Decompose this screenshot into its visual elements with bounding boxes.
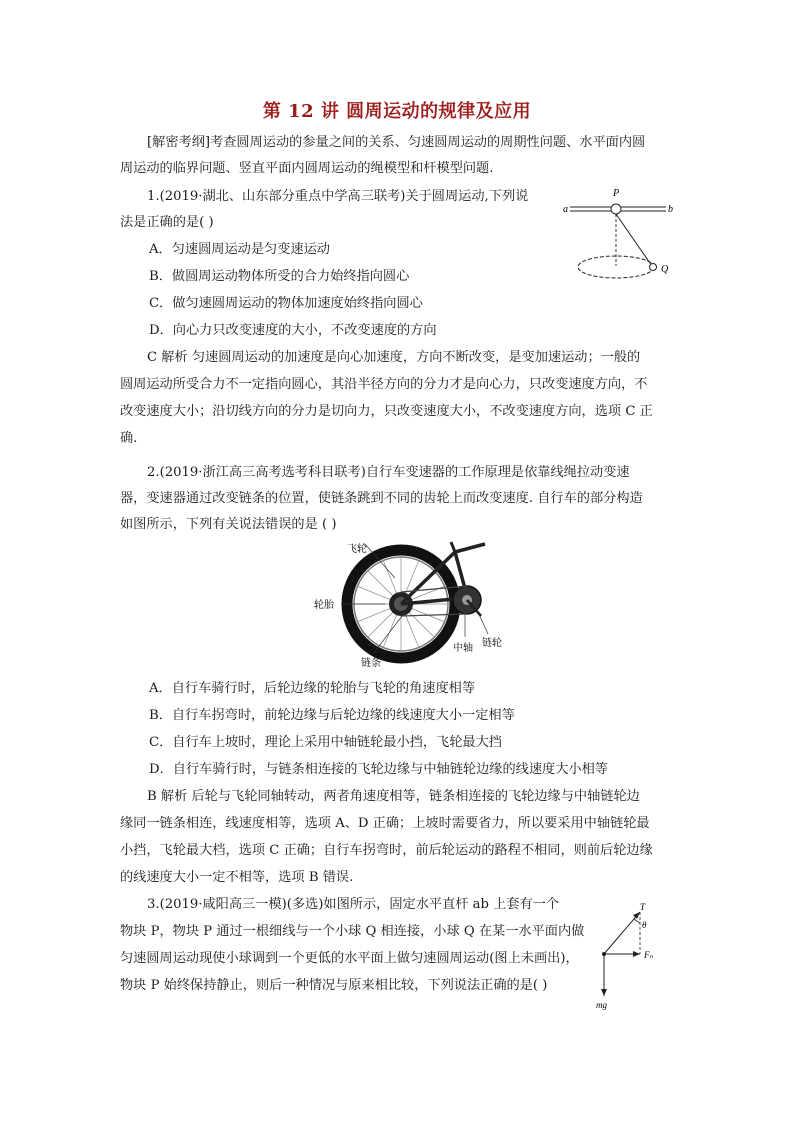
label-mg: mg xyxy=(596,1000,607,1010)
q3-stem-line-2: 物块 P，物块 P 通过一根细线与一个小球 Q 相连接，小球 Q 在某一水平面内做 xyxy=(120,924,585,939)
q1-option-b: B．做圆周运动物体所受的合力始终指向圆心 xyxy=(149,269,410,284)
q2-answer-line-3: 小挡，飞轮最大档，选项 C 正确；自行车拐弯时，前后轮运动的路程不相同，则前后轮边缘 xyxy=(120,843,653,858)
label-a: a xyxy=(563,204,568,215)
label-flywheel: 飞轮 xyxy=(347,544,367,555)
label-theta: θ xyxy=(642,920,647,930)
label-fn: Fₙ xyxy=(644,950,654,960)
q2-stem-line-1: 2.(2019·浙江高三高考选考科目联考)自行车变速器的工作原理是依靠线绳拉动变速 xyxy=(147,465,630,480)
label-tire: 轮胎 xyxy=(314,600,334,611)
q1-stem-line-1: 1.(2019·湖北、山东部分重点中学高三联考)关于圆周运动,下列说 xyxy=(147,189,529,204)
q1-option-a: A．匀速圆周运动是匀变速运动 xyxy=(149,242,330,257)
q2-bicycle-figure xyxy=(305,538,515,672)
q2-answer-line-2: 缘同一链条相连，线速度相等，选项 A、D 正确；上坡时需要省力，所以要采用中轴链轮最 xyxy=(120,816,650,831)
q1-answer-line-1: C 解析 匀速圆周运动的加速度是向心加速度，方向不断改变，是变加速运动；一般的 xyxy=(147,350,641,365)
q1-option-d: D．向心力只改变速度的大小，不改变速度的方向 xyxy=(149,323,437,338)
q2-option-b: B．自行车拐弯时，前轮边缘与后轮边缘的线速度大小一定相等 xyxy=(149,708,515,723)
q1-answer-line-3: 改变速度大小；沿切线方向的分力是切向力，只改变速度大小，不改变速度方向，选项 C 正 xyxy=(120,404,653,419)
label-chain: 链条 xyxy=(361,658,381,669)
label-q: Q xyxy=(661,264,669,275)
page-title: 第 12 讲 圆周运动的规律及应用 xyxy=(262,101,532,122)
q3-force-diagram xyxy=(592,900,674,1012)
q2-answer-line-4: 的线速度大小一定不相等，选项 B 错误. xyxy=(120,870,354,885)
q2-option-a: A．自行车骑行时，后轮边缘的轮胎与飞轮的角速度相等 xyxy=(149,681,476,696)
q2-answer-line-1: B 解析 后轮与飞轮同轴转动，两者角速度相等，链条相连接的飞轮边缘与中轴链轮边 xyxy=(147,789,640,804)
q3-stem-line-3: 匀速圆周运动现使小球调到一个更低的水平面上做匀速圆周运动(图上未画出)， xyxy=(120,951,579,966)
label-axle: 中轴 xyxy=(453,643,473,654)
label-tension: T xyxy=(640,902,646,912)
q1-option-c: C．做匀速圆周运动的物体加速度始终指向圆心 xyxy=(149,296,423,311)
q2-stem-line-2: 器，变速器通过改变链条的位置，使链条跳到不同的齿轮上而改变速度. 自行车的部分构造 xyxy=(120,491,643,506)
q2-option-d: D．自行车骑行时，与链条相连接的飞轮边缘与中轴链轮边缘的线速度大小相等 xyxy=(149,762,608,777)
q1-answer-line-2: 圆周运动所受合力不一定指向圆心，其沿半径方向的分力才是向心力，只改变速度方向，不 xyxy=(120,377,648,392)
q3-stem-line-4: 物块 P 始终保持静止，则后一种情况与原来相比较，下列说法正确的是( ) xyxy=(120,978,548,993)
syllabus-line-1: [解密考纲]考查圆周运动的参量之间的关系、匀速圆周运动的周期性问题、水平面内圆 xyxy=(147,135,646,150)
label-b: b xyxy=(668,204,673,215)
q2-stem-line-3: 如图所示，下列有关说法错误的是 ( ) xyxy=(120,517,337,532)
q3-stem-line-1: 3.(2019·咸阳高三一模)(多选)如图所示，固定水平直杆 ab 上套有一个 xyxy=(147,897,560,912)
q1-conical-pendulum-figure xyxy=(560,180,680,285)
label-chainwheel: 链轮 xyxy=(482,638,502,649)
q1-answer-line-4: 确. xyxy=(120,431,138,446)
syllabus-line-2: 周运动的临界问题、竖直平面内圆周运动的绳模型和杆模型问题. xyxy=(120,161,494,176)
q1-stem-line-2: 法是正确的是( ) xyxy=(120,215,214,230)
label-p: P xyxy=(612,188,620,199)
q2-option-c: C．自行车上坡时，理论上采用中轴链轮最小挡，飞轮最大挡 xyxy=(149,735,502,750)
